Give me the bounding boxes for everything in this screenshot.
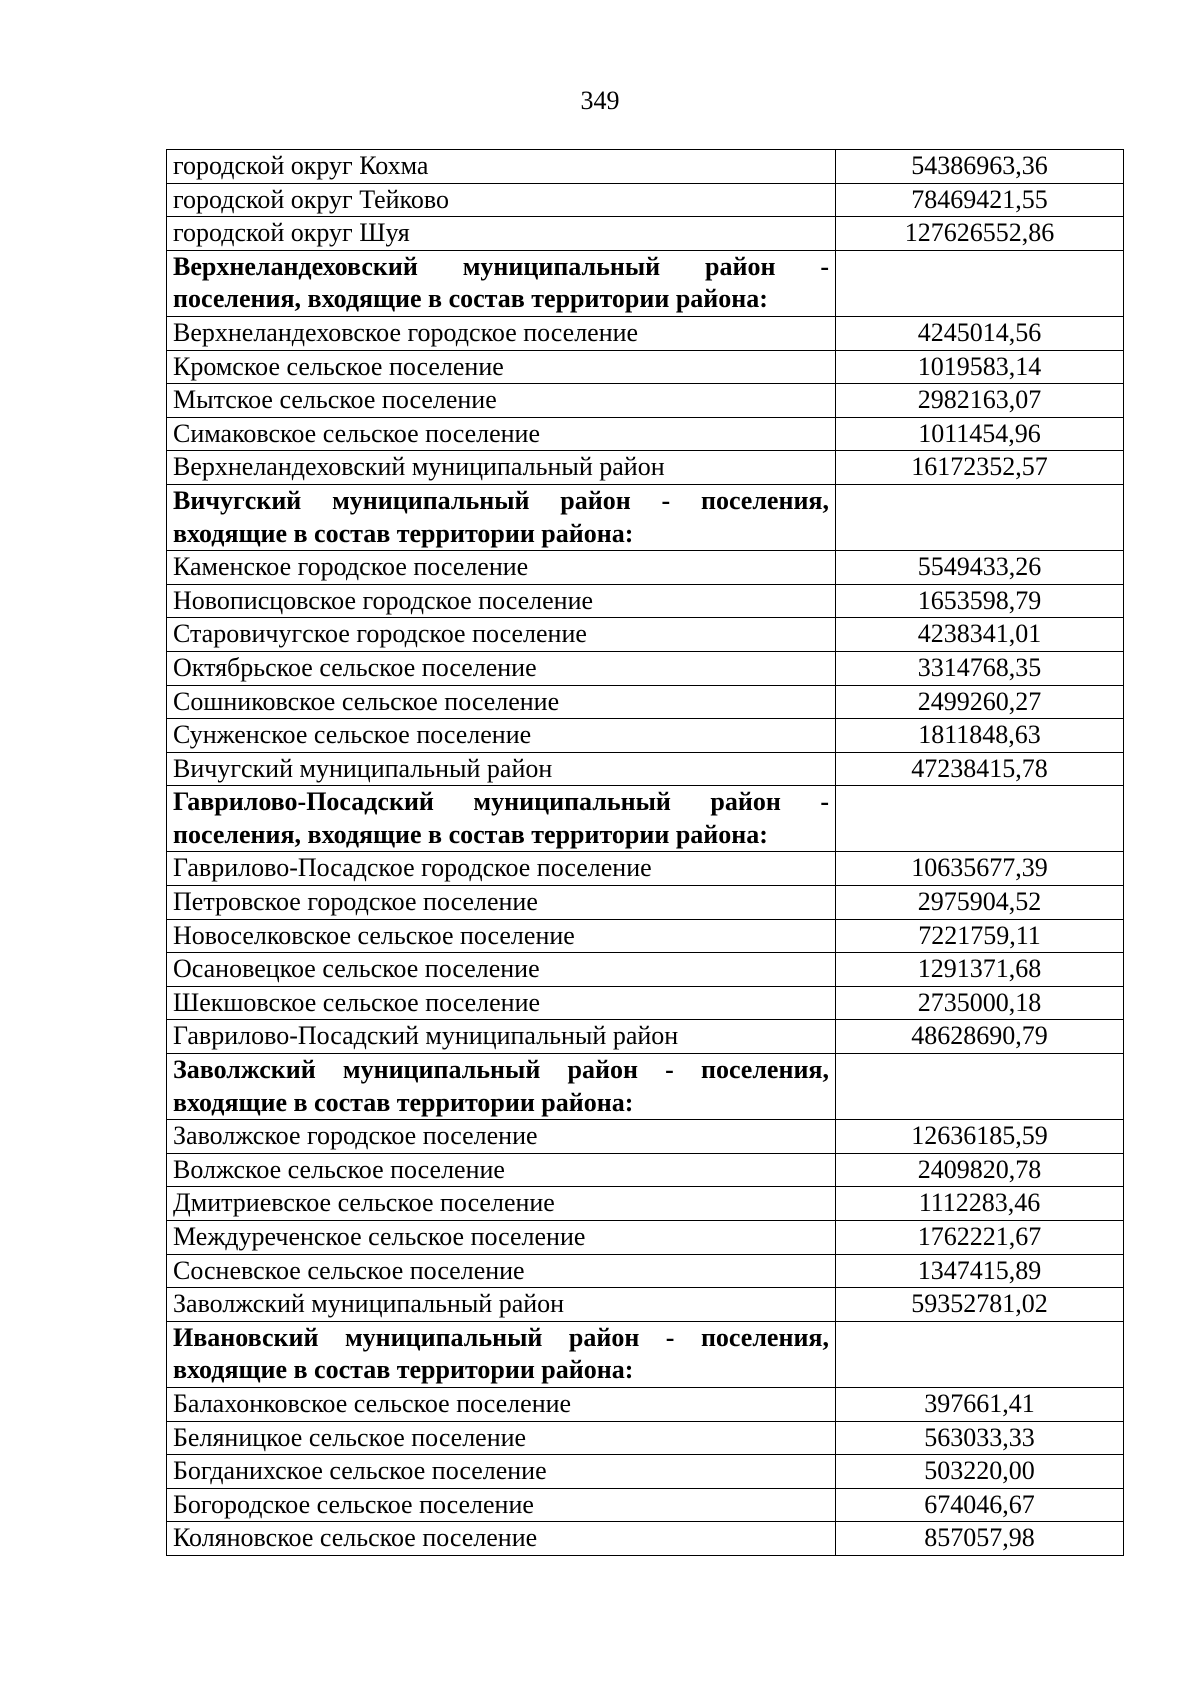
budget-table — [166, 149, 1124, 1556]
amount-cell: 3314768,35 — [836, 651, 1124, 685]
amount-cell: 1112283,46 — [836, 1187, 1124, 1221]
settlement-name-cell: Гаврилово-Посадский муниципальный район — [167, 1020, 836, 1054]
district-header-cell: Заволжский муниципальный район - поселения, входящие в состав территории района: — [167, 1054, 836, 1120]
settlement-name-cell: городской округ Кохма — [167, 150, 836, 184]
settlement-name-cell: Заволжское городское поселение — [167, 1120, 836, 1154]
district-header-cell: Гаврилово-Посадский муниципальный район - поселения, входящие в состав территории района: — [167, 786, 836, 852]
table-row — [167, 719, 1124, 753]
settlement-name-cell: Сосневское сельское поселение — [167, 1254, 836, 1288]
settlement-name-cell: Симаковское сельское поселение — [167, 417, 836, 451]
amount-cell — [836, 1321, 1124, 1387]
settlement-name-cell: Богданихское сельское поселение — [167, 1455, 836, 1489]
settlement-name-cell: Кромское сельское поселение — [167, 350, 836, 384]
amount-cell: 397661,41 — [836, 1387, 1124, 1421]
settlement-name-cell: городской округ Тейково — [167, 183, 836, 217]
amount-cell — [836, 484, 1124, 550]
table-row — [167, 217, 1124, 251]
table-row — [167, 618, 1124, 652]
district-header-row — [167, 786, 1124, 852]
amount-cell: 2499260,27 — [836, 685, 1124, 719]
district-header-row — [167, 1321, 1124, 1387]
amount-cell — [836, 1054, 1124, 1120]
district-header-cell: Ивановский муниципальный район - поселения, входящие в состав территории района: — [167, 1321, 836, 1387]
table-row — [167, 685, 1124, 719]
table-row — [167, 1221, 1124, 1255]
amount-cell — [836, 250, 1124, 316]
table-row — [167, 752, 1124, 786]
table-row — [167, 852, 1124, 886]
table-row — [167, 150, 1124, 184]
settlement-name-cell: Гаврилово-Посадское городское поселение — [167, 852, 836, 886]
amount-cell: 10635677,39 — [836, 852, 1124, 886]
table-row — [167, 919, 1124, 953]
amount-cell: 1347415,89 — [836, 1254, 1124, 1288]
table-row — [167, 651, 1124, 685]
settlement-name-cell: Новоселковское сельское поселение — [167, 919, 836, 953]
table-row — [167, 886, 1124, 920]
page-number: 349 — [580, 86, 620, 115]
amount-cell: 1653598,79 — [836, 584, 1124, 618]
amount-cell: 5549433,26 — [836, 551, 1124, 585]
table-row — [167, 316, 1124, 350]
table-row — [167, 183, 1124, 217]
amount-cell: 54386963,36 — [836, 150, 1124, 184]
settlement-name-cell: Коляновское сельское поселение — [167, 1522, 836, 1556]
table-row — [167, 417, 1124, 451]
amount-cell — [836, 786, 1124, 852]
district-header-row — [167, 484, 1124, 550]
table-row — [167, 1455, 1124, 1489]
settlement-name-cell: Новописцовское городское поселение — [167, 584, 836, 618]
table-row — [167, 1153, 1124, 1187]
settlement-name-cell: Октябрьское сельское поселение — [167, 651, 836, 685]
table-row — [167, 551, 1124, 585]
amount-cell: 1019583,14 — [836, 350, 1124, 384]
settlement-name-cell: Старовичугское городское поселение — [167, 618, 836, 652]
settlement-name-cell: Беляницкое сельское поселение — [167, 1421, 836, 1455]
amount-cell: 503220,00 — [836, 1455, 1124, 1489]
table-row — [167, 350, 1124, 384]
settlement-name-cell: Сунженское сельское поселение — [167, 719, 836, 753]
amount-cell: 2975904,52 — [836, 886, 1124, 920]
amount-cell: 1762221,67 — [836, 1221, 1124, 1255]
amount-cell: 7221759,11 — [836, 919, 1124, 953]
table-row — [167, 1522, 1124, 1556]
amount-cell: 59352781,02 — [836, 1288, 1124, 1322]
settlement-name-cell: Петровское городское поселение — [167, 886, 836, 920]
table-row — [167, 1020, 1124, 1054]
table-row — [167, 1488, 1124, 1522]
table-row — [167, 1288, 1124, 1322]
district-header-row — [167, 250, 1124, 316]
table-row — [167, 953, 1124, 987]
amount-cell: 16172352,57 — [836, 451, 1124, 485]
table-row — [167, 1254, 1124, 1288]
settlement-name-cell: Междуреченское сельское поселение — [167, 1221, 836, 1255]
table-body — [167, 150, 1124, 1556]
table-row — [167, 1187, 1124, 1221]
settlement-name-cell: Богородское сельское поселение — [167, 1488, 836, 1522]
amount-cell: 674046,67 — [836, 1488, 1124, 1522]
table-row — [167, 986, 1124, 1020]
settlement-name-cell: городской округ Шуя — [167, 217, 836, 251]
settlement-name-cell: Верхнеландеховский муниципальный район — [167, 451, 836, 485]
table-row — [167, 584, 1124, 618]
amount-cell: 47238415,78 — [836, 752, 1124, 786]
amount-cell: 4245014,56 — [836, 316, 1124, 350]
amount-cell: 563033,33 — [836, 1421, 1124, 1455]
settlement-name-cell: Шекшовское сельское поселение — [167, 986, 836, 1020]
table-row — [167, 384, 1124, 418]
amount-cell: 857057,98 — [836, 1522, 1124, 1556]
settlement-name-cell: Сошниковское сельское поселение — [167, 685, 836, 719]
amount-cell: 2735000,18 — [836, 986, 1124, 1020]
amount-cell: 127626552,86 — [836, 217, 1124, 251]
amount-cell: 1011454,96 — [836, 417, 1124, 451]
amount-cell: 78469421,55 — [836, 183, 1124, 217]
district-header-cell: Вичугский муниципальный район - поселения, входящие в состав территории района: — [167, 484, 836, 550]
settlement-name-cell: Заволжский муниципальный район — [167, 1288, 836, 1322]
settlement-name-cell: Дмитриевское сельское поселение — [167, 1187, 836, 1221]
settlement-name-cell: Каменское городское поселение — [167, 551, 836, 585]
table-row — [167, 451, 1124, 485]
settlement-name-cell: Верхнеландеховское городское поселение — [167, 316, 836, 350]
amount-cell: 2982163,07 — [836, 384, 1124, 418]
settlement-name-cell: Осановецкое сельское поселение — [167, 953, 836, 987]
settlement-name-cell: Вичугский муниципальный район — [167, 752, 836, 786]
settlement-name-cell: Волжское сельское поселение — [167, 1153, 836, 1187]
table-row — [167, 1120, 1124, 1154]
settlement-name-cell: Балахонковское сельское поселение — [167, 1387, 836, 1421]
district-header-cell: Верхнеландеховский муниципальный район - поселения, входящие в состав территории района: — [167, 250, 836, 316]
settlement-name-cell: Мытское сельское поселение — [167, 384, 836, 418]
table-row — [167, 1421, 1124, 1455]
table-row — [167, 1387, 1124, 1421]
amount-cell: 2409820,78 — [836, 1153, 1124, 1187]
amount-cell: 48628690,79 — [836, 1020, 1124, 1054]
amount-cell: 1811848,63 — [836, 719, 1124, 753]
amount-cell: 1291371,68 — [836, 953, 1124, 987]
district-header-row — [167, 1054, 1124, 1120]
amount-cell: 12636185,59 — [836, 1120, 1124, 1154]
amount-cell: 4238341,01 — [836, 618, 1124, 652]
